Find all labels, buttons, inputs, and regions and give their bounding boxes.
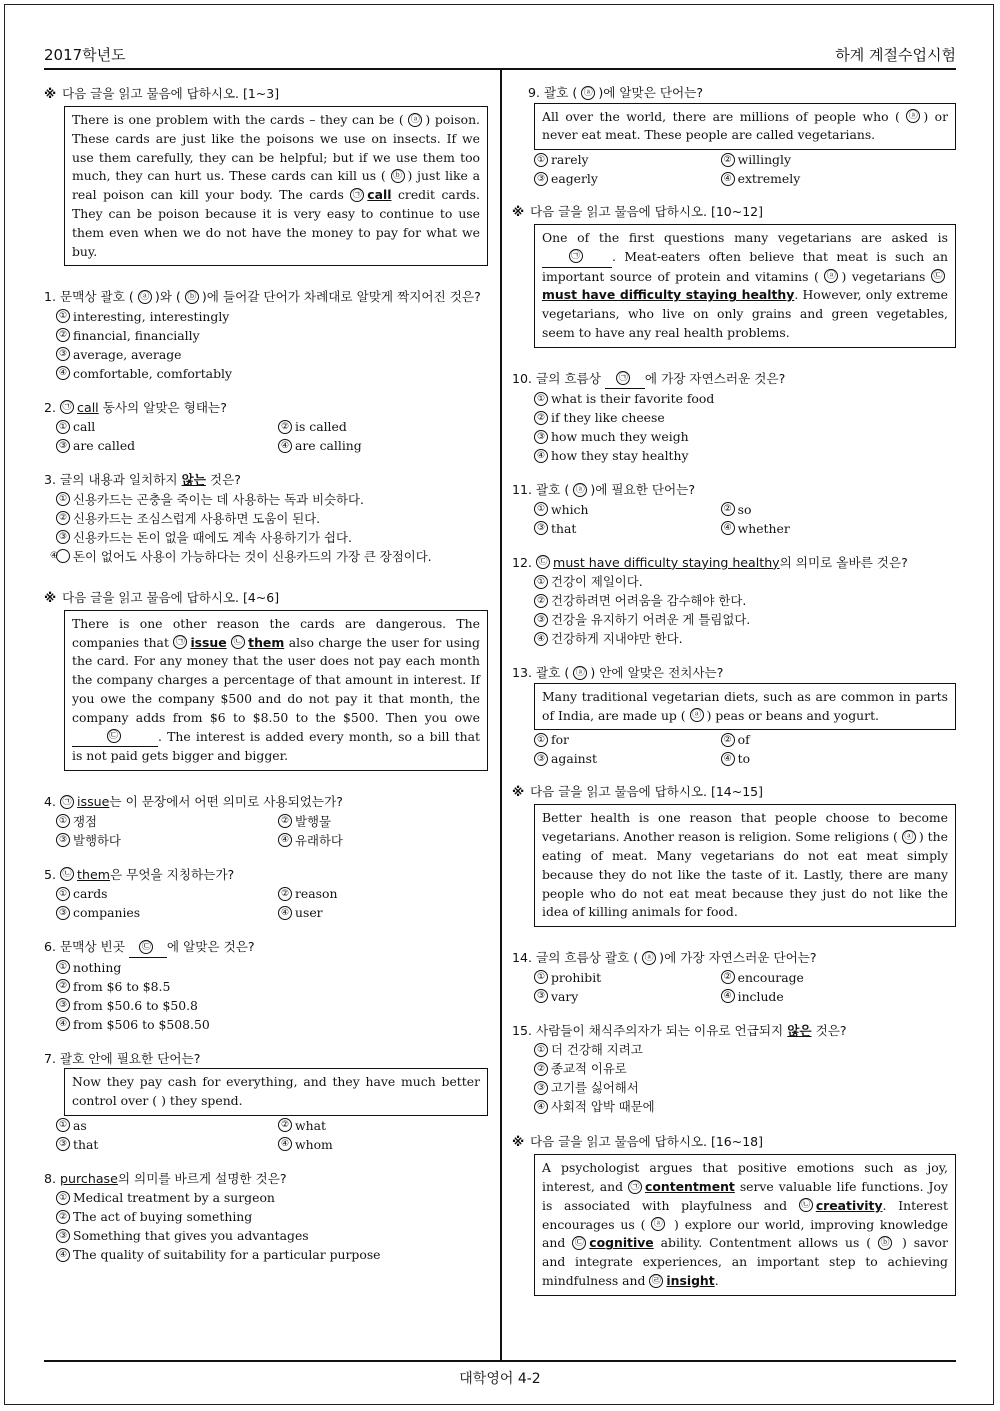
option[interactable]: ② financial, financially [44,326,488,345]
option[interactable]: ③ companies [44,903,266,922]
question-4: 4. ㉠ issue는 이 문장에서 어떤 의미로 사용되었는가? ① 쟁점 ② 발행물 ③ 발행하다 ④ 유래하다 [44,793,488,850]
option[interactable]: ④ are calling [266,436,488,455]
word-issue: issue [190,634,227,650]
section-instruction-4-6: ※ 다음 글을 읽고 물음에 답하시오. [4~6] [44,589,280,605]
question-12: 12. ㉢ must have difficulty staying healthy의 의미로 올바른 것은? ① 건강이 제일이다. ② 건강하려면 어려움을 감수해야 한다. ③ 건강을 유지하기 어려운 게 틀림없다. ④ 건강하게 지내야만 한다. [512,554,956,649]
option[interactable]: ① which [522,500,709,519]
section-instruction-14-15: ※ 다음 글을 읽고 물음에 답하시오. [14~15] [512,784,764,800]
passage-1-3: There is one problem with the cards – they can be ( ⓐ ) poison. These cards are just like the poisons we use on insects. If we use them carefully, they can be helpful; but if we use them too much, they can hurt us. These cards can kill us ( ⓑ ) just like a real poison can kill your body. The cards ㉠ call credit cards. They can be poison because it is very easy to continue to use them even when we do not have the money to pay for what we buy. [64,106,488,266]
option[interactable]: ③ 신용카드는 돈이 없을 때에도 계속 사용하기가 쉽다. [44,528,488,547]
passage-16-18: A psychologist argues that positive emotions such as joy, interest, and ㉠ contentment serve valuable life functions. Joy is associated with playfulness and ㉡ creativity. Interest encourages us ( ⓐ ) explore our world, improving knowledge and ㉢ cognitive ability. Contentment allows us ( ⓑ ) savor and integrate experiences, an important step to achieving mindfulness and ㉣ insight. [534,1154,956,1296]
question-10: 10. 글의 흐름상 ㉠ 에 가장 자연스러운 것은? ① what is their favorite food ② if they like cheese ③ how much they weigh ④ how they stay healthy [512,370,956,466]
passage-10-12: One of the first questions many vegetarians are asked is ㉠ . Meat-eaters often believe that meat is such an important source of protein and vitamins ( ⓐ ) vegetarians ㉢must have difficulty staying healthy. However, only extreme vegetarians, who live on only grains and green vegetables, seem to have any real health problems. [534,224,956,348]
option[interactable]: ① Medical treatment by a surgeon [44,1188,488,1207]
option[interactable]: ③ that [522,519,709,538]
right-column [512,84,956,1296]
option[interactable]: ③ vary [522,987,709,1006]
option[interactable]: ② The act of buying something [44,1207,488,1226]
option[interactable]: ③ from $50.6 to $50.8 [44,996,488,1015]
option[interactable]: ④ whether [709,519,956,538]
option[interactable]: ① cards [44,884,266,903]
option[interactable]: ③ against [522,749,709,768]
option[interactable]: ② 발행물 [266,812,488,831]
option[interactable]: ④ 돈이 없어도 사용이 가능하다는 것이 신용카드의 가장 큰 장점이다. [49,548,432,564]
option[interactable]: ② reason [266,884,488,903]
option[interactable]: ① rarely [522,150,709,169]
option[interactable]: ① what is their favorite food [522,389,956,408]
option[interactable]: ③ 건강을 유지하기 어려운 게 틀림없다. [522,610,956,629]
option[interactable]: ③ 발행하다 [44,831,266,850]
option[interactable]: ③ eagerly [522,169,709,188]
page-footer: 대학영어 4-2 [459,1371,541,1387]
column-divider [500,69,502,1360]
footer-rule [44,1360,956,1362]
exam-year: 2017학년도 [44,46,126,64]
option[interactable]: ③ are called [44,436,266,455]
option[interactable]: ① 더 건강해 지려고 [522,1040,956,1059]
option[interactable]: ③ how much they weigh [522,427,956,446]
option[interactable]: ④ 사회적 압박 때문에 [522,1097,956,1116]
option[interactable]: ③ that [44,1135,266,1154]
option[interactable]: ④ extremely [709,169,956,188]
option[interactable]: ③ 고기를 싫어해서 [522,1078,956,1097]
option[interactable]: ① 쟁점 [44,812,266,831]
option[interactable]: ② 종교적 이유로 [522,1059,956,1078]
reference-mark: ※ [44,86,57,101]
marker-b: ⓑ [391,169,405,183]
section-instruction-10-12: ※ 다음 글을 읽고 물음에 답하시오. [10~12] [512,204,764,220]
option[interactable]: ④ include [709,987,956,1006]
option[interactable]: ④ to [709,749,956,768]
option[interactable]: ② from $6 to $8.5 [44,977,488,996]
page-header [44,44,956,68]
option[interactable]: ① interesting, interestingly [44,307,488,326]
question-5: 5. ㉡ them은 무엇을 지칭하는가? ① cards ② reason ③ companies ④ user [44,866,488,923]
question-6: 6. 문맥상 빈곳 ㉢ 에 알맞은 것은? ① nothing ② from $6 to $8.5 ③ from $50.6 to $50.8 ④ from $506 to $508.50 [44,938,488,1034]
option[interactable]: ④ 유래하다 [266,831,488,850]
option[interactable]: ② of [709,730,956,749]
option[interactable]: ② is called [266,417,488,436]
marker-a: ⓐ [408,113,422,127]
option[interactable]: ④ comfortable, comfortably [44,364,488,383]
passage-7: Now they pay cash for everything, and they have much better control over ( ) they spend. [64,1068,488,1116]
section-instruction-16-18: ※ 다음 글을 읽고 물음에 답하시오. [16~18] [512,1134,764,1150]
word-call: call [367,187,392,203]
marker-k1: ㉠ [350,188,364,202]
option[interactable]: ① nothing [44,958,488,977]
option[interactable]: ④ from $506 to $508.50 [44,1015,488,1034]
question-14: 14. 글의 흐름상 괄호 ( ⓐ )에 가장 자연스러운 단어는? ① prohibit ② encourage ③ vary ④ include [512,949,956,1006]
question-2: 2. ㉠ call 동사의 알맞은 형태는? ① call ② is called ③ are called ④ are calling [44,399,488,456]
option[interactable]: ② willingly [709,150,956,169]
question-3: 3. 글의 내용과 일치하지 않는 것은? ① 신용카드는 곤충을 죽이는 데 사용하는 독과 비슷하다. ② 신용카드는 조심스럽게 사용하면 도움이 된다. ③ 신용카드는 돈이 없을 때에도 계속 사용하기가 쉽다. ④ 돈이 없어도 사용이 가능하다는 것이 신용카드의 가장 큰 장점이다. [44,471,488,566]
option[interactable]: ② if they like cheese [522,408,956,427]
question-8: 8. purchase의 의미를 바르게 설명한 것은? ① Medical treatment by a surgeon ② The act of buying something ③ Something that gives you advantages ④ The quality of suitability for a particular purpose [44,1170,488,1265]
option[interactable]: ① prohibit [522,968,709,987]
option[interactable]: ④ The quality of suitability for a particular purpose [44,1245,488,1264]
question-7: 7. 괄호 안에 필요한 단어는? Now they pay cash for everything, and they have much better control over ( ) they spend. ① as ② what ③ that ④ whom [44,1050,488,1154]
passage-4-6: There is one other reason the cards are dangerous. The companies that ㉠ issue ㉡ them also charge the user for using the card. For any money that the user does not pay each month the company charges a percentage of that amount in interest. If you owe the company $500 and do not pay it that month, the company adds from $6 to $8.50 to the $500. Then you owe ㉢ . The interest is added every month, so a bill that is not paid gets bigger and bigger. [64,610,488,771]
word-them: them [248,634,285,650]
option[interactable]: ② so [709,500,956,519]
option[interactable]: ① call [44,417,266,436]
blank-k3: ㉢ [72,728,158,748]
question-15: 15. 사람들이 채식주의자가 되는 이유로 언급되지 않은 것은? ① 더 건강해 지려고 ② 종교적 이유로 ③ 고기를 싫어해서 ④ 사회적 압박 때문에 [512,1022,956,1117]
option[interactable]: ① as [44,1116,266,1135]
option[interactable]: ④ whom [266,1135,488,1154]
option[interactable]: ① 신용카드는 곤충을 죽이는 데 사용하는 독과 비슷하다. [44,490,488,509]
exam-title: 하계 계절수업시험 [835,46,956,64]
question-13: 13. 괄호 ( ⓐ ) 안에 알맞은 전치사는? Many traditional vegetarian diets, such as are common in parts of India, are made up ( ⓐ ) peas or beans and yogurt. ① for ② of ③ against ④ to [512,664,956,768]
option[interactable]: ② what [266,1116,488,1135]
section-instruction-1-3: ※ 다음 글을 읽고 물음에 답하시오. [1~3] [44,86,280,101]
option[interactable]: ④ 건강하게 지내야만 한다. [522,629,956,648]
option[interactable]: ③ average, average [44,345,488,364]
option[interactable]: ② 신용카드는 조심스럽게 사용하면 도움이 된다. [44,509,488,528]
question-11: 11. 괄호 ( ⓐ )에 필요한 단어는? ① which ② so ③ that ④ whether [512,481,956,538]
passage-13: Many traditional vegetarian diets, such as are common in parts of India, are made up ( ⓐ ) peas or beans and yogurt. [534,683,956,731]
option[interactable]: ② encourage [709,968,956,987]
option[interactable]: ③ Something that gives you advantages [44,1226,488,1245]
left-column [44,84,488,1264]
passage-14-15: Better health is one reason that people choose to become vegetarians. Another reason is religion. Some religions ( ⓐ ) the eating of meat. Many vegetarians do not eat meat simply because they do not like the taste of it. Lastly, there are many people who do not eat meat because they just do not like the idea of killing animals for food. [534,804,956,927]
passage-9: All over the world, there are millions of people who ( ⓐ ) or never eat meat. These people are called vegetarians. [534,103,956,151]
option[interactable]: ① for [522,730,709,749]
option[interactable]: ④ how they stay healthy [522,446,956,465]
phrase-difficulty: must have difficulty staying healthy [542,287,795,303]
option[interactable]: ② 건강하려면 어려움을 감수해야 한다. [522,591,956,610]
option[interactable]: ① 건강이 제일이다. [522,572,956,591]
question-1: 1. 문맥상 괄호 ( ⓐ )와 ( ⓑ )에 들어갈 단어가 차례대로 알맞게 짝지어진 것은? ① interesting, interestingly ② financial, financially ③ average, average ④ comfortable, comfortably [44,288,488,383]
question-9: 9. 괄호 ( ⓐ )에 알맞은 단어는? All over the world, there are millions of people who ( ⓐ ) or never eat meat. These people are called vegetarians. ① rarely ② willingly ③ eagerly ④ extremely [512,84,956,188]
option[interactable]: ④ user [266,903,488,922]
